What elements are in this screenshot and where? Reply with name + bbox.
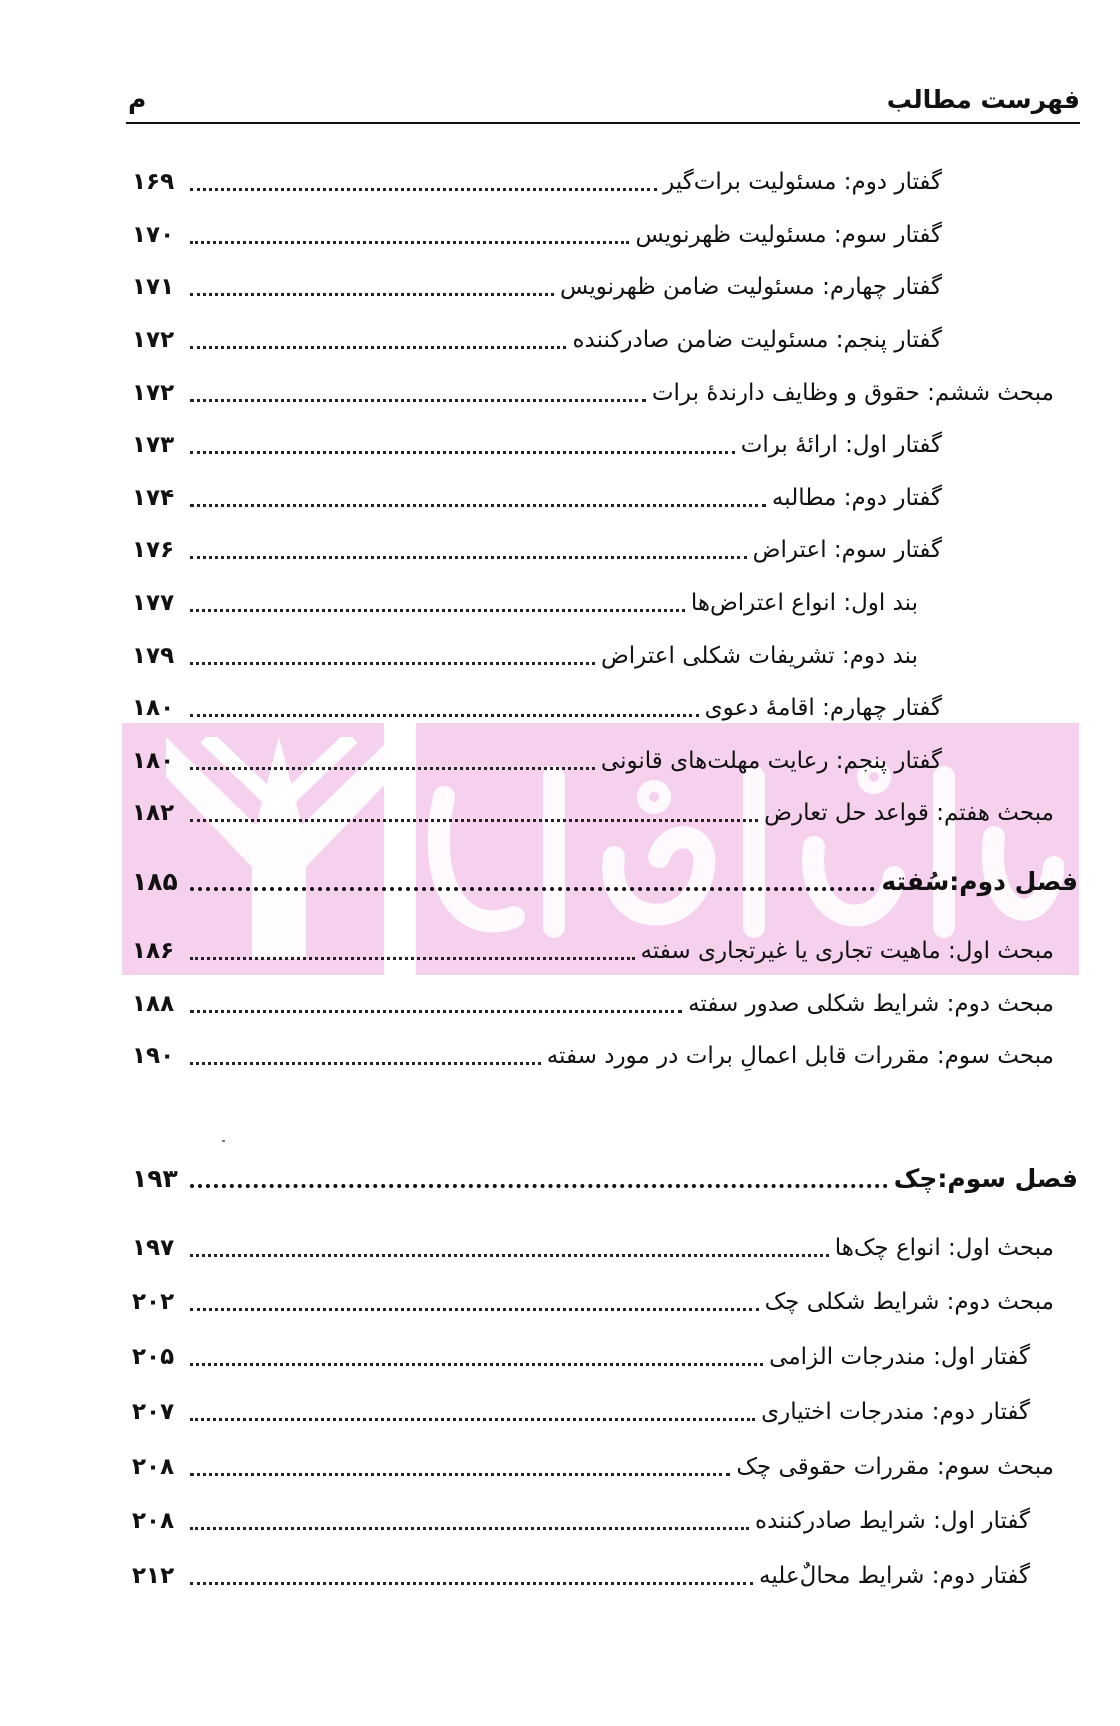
toc-entry[interactable] — [132, 528, 942, 568]
dot-leader — [190, 346, 566, 349]
toc-entry[interactable] — [132, 1499, 1030, 1539]
toc-page-number: ۱۷۰ — [132, 222, 175, 248]
dot-leader — [190, 1418, 755, 1421]
toc-page-number: ۱۷۹ — [132, 643, 175, 669]
dot-leader — [190, 1184, 888, 1188]
toc-entry[interactable] — [132, 1034, 1054, 1074]
dot-leader — [190, 609, 685, 612]
toc-page-number: ۲۰۸ — [132, 1508, 175, 1534]
page-letter: م — [128, 85, 147, 114]
dot-leader — [190, 1527, 749, 1530]
toc-entry-title: گفتار دوم: مسئولیت برات‌گیر — [663, 169, 942, 195]
toc-entry[interactable] — [132, 929, 1054, 969]
dot-leader — [190, 1254, 829, 1257]
toc-page-number: ۱۸۸ — [132, 991, 175, 1017]
toc-entry[interactable] — [132, 1445, 1054, 1485]
dot-leader — [190, 819, 758, 822]
dot-leader — [190, 1582, 753, 1585]
dot-leader — [190, 1062, 541, 1065]
toc-entry[interactable] — [132, 791, 1054, 831]
toc-page-number: ۱۸۰ — [132, 695, 175, 721]
toc-entry[interactable] — [132, 476, 942, 516]
toc-chapter-entry[interactable] — [132, 860, 1078, 900]
toc-entry-title: بند اول: انواع اعتراض‌ها — [690, 590, 918, 616]
dot-leader — [190, 241, 629, 244]
toc-entry-title: مبحث اول: ماهیت تجاری یا غیرتجاری سفته — [640, 938, 1054, 964]
toc-entry[interactable] — [132, 739, 942, 779]
toc-page-number: ۲۰۸ — [132, 1454, 175, 1480]
dot-leader — [190, 1308, 759, 1311]
toc-entry[interactable] — [132, 213, 942, 253]
toc-page-number: ۱۷۳ — [132, 432, 175, 458]
toc-entry[interactable] — [132, 265, 942, 305]
toc-entry[interactable] — [132, 982, 1054, 1022]
toc-chapter-entry[interactable] — [132, 1157, 1078, 1197]
toc-page-number: ۱۸۲ — [132, 800, 175, 826]
toc-entry-title: مبحث سوم: مقررات حقوقی چک — [736, 1454, 1054, 1480]
toc-entry-title: بند دوم: تشریفات شکلی اعتراض — [600, 643, 918, 669]
dot-leader — [190, 399, 646, 402]
toc-entry[interactable] — [132, 581, 918, 621]
toc-entry-title: گفتار اول: شرایط صادرکننده — [755, 1508, 1030, 1534]
dot-leader — [190, 451, 735, 454]
dot-leader — [190, 1473, 730, 1476]
toc-entry[interactable] — [132, 160, 942, 200]
toc-page-number: ۱۸۵ — [132, 867, 178, 896]
toc-page-number: ۱۷۶ — [132, 537, 175, 563]
toc-page-number: ۱۹۳ — [132, 1164, 178, 1193]
toc-entry-title: گفتار دوم: شرایط محالٌ‌علیه — [759, 1563, 1030, 1589]
toc-entry[interactable] — [132, 1280, 1054, 1320]
dot-leader — [190, 188, 657, 191]
toc-page-number: ۲۰۷ — [132, 1399, 175, 1425]
toc-entry-title: مبحث سوم: مقررات قابل اعمالِ برات در مورد سفته — [546, 1043, 1054, 1069]
toc-entry[interactable] — [132, 1390, 1030, 1430]
toc-page-number: ۱۸۶ — [132, 938, 175, 964]
toc-page-number: ۱۷۲ — [132, 327, 175, 353]
toc-entry-title: مبحث دوم: شرایط شکلی چک — [764, 1289, 1054, 1315]
toc-entry-title: گفتار اول: مندرجات الزامی — [769, 1344, 1030, 1370]
toc-entry[interactable] — [132, 1554, 1030, 1594]
dot-leader — [190, 293, 554, 296]
toc-page-number: ۱۷۴ — [132, 485, 175, 511]
dot-leader — [190, 887, 875, 891]
dot-leader — [190, 767, 595, 770]
toc-entry[interactable] — [132, 634, 918, 674]
toc-page-number: ۲۰۵ — [132, 1344, 175, 1370]
toc-entry-title: گفتار پنجم: رعایت مهلت‌های قانونی — [600, 748, 942, 774]
toc-entry[interactable] — [132, 1226, 1054, 1266]
toc-page-number: ۲۱۲ — [132, 1563, 175, 1589]
toc-entry-title: مبحث هفتم: قواعد حل تعارض — [764, 800, 1054, 826]
toc-entry-title: گفتار پنجم: مسئولیت ضامن صادرکننده — [572, 327, 942, 353]
toc-entry-title: گفتار چهارم: مسئولیت ضامن ظهرنویس — [560, 274, 942, 300]
toc-entry-title: مبحث ششم: حقوق و وظایف دارندهٔ برات — [651, 380, 1054, 406]
dot-leader — [190, 714, 699, 717]
toc-entry-title: مبحث اول: انواع چک‌ها — [834, 1235, 1054, 1261]
toc-page-number: ۱۷۲ — [132, 380, 175, 406]
toc-entry-title: گفتار دوم: مطالبه — [771, 485, 942, 511]
print-speck — [222, 1140, 225, 1142]
toc-entry-title: گفتار اول: ارائهٔ برات — [740, 432, 942, 458]
toc-entry-title: گفتار سوم: مسئولیت ظهرنویس — [635, 222, 942, 248]
toc-page-number: ۱۹۰ — [132, 1043, 175, 1069]
toc-page-number: ۱۸۰ — [132, 748, 175, 774]
dot-leader — [190, 1363, 763, 1366]
toc-page-number: ۱۷۷ — [132, 590, 175, 616]
dot-leader — [190, 957, 635, 960]
toc-entry[interactable] — [132, 318, 942, 358]
toc-entry[interactable] — [132, 371, 1054, 411]
toc-entry-title: گفتار دوم: مندرجات اختیاری — [761, 1399, 1030, 1425]
dot-leader — [190, 1010, 682, 1013]
toc-entry-title: گفتار سوم: اعتراض — [752, 537, 942, 563]
toc-chapter-title: فصل سوم:چک — [893, 1164, 1078, 1193]
toc-entry-title: گفتار چهارم: اقامهٔ دعوی — [704, 695, 942, 721]
toc-chapter-title: فصل دوم:سُفته — [881, 867, 1078, 896]
toc-page-number: ۲۰۲ — [132, 1289, 175, 1315]
toc-page-number: ۱۷۱ — [132, 274, 175, 300]
toc-entry[interactable] — [132, 423, 942, 463]
dot-leader — [190, 556, 747, 559]
toc-entry-title: مبحث دوم: شرایط شکلی صدور سفته — [688, 991, 1054, 1017]
toc-page-number: ۱۹۷ — [132, 1235, 175, 1261]
running-title: فهرست مطالب — [886, 85, 1080, 114]
dot-leader — [190, 662, 595, 665]
toc-entry[interactable] — [132, 1335, 1030, 1375]
toc-entry[interactable] — [132, 686, 942, 726]
toc-page-number: ۱۶۹ — [132, 169, 175, 195]
dot-leader — [190, 504, 766, 507]
